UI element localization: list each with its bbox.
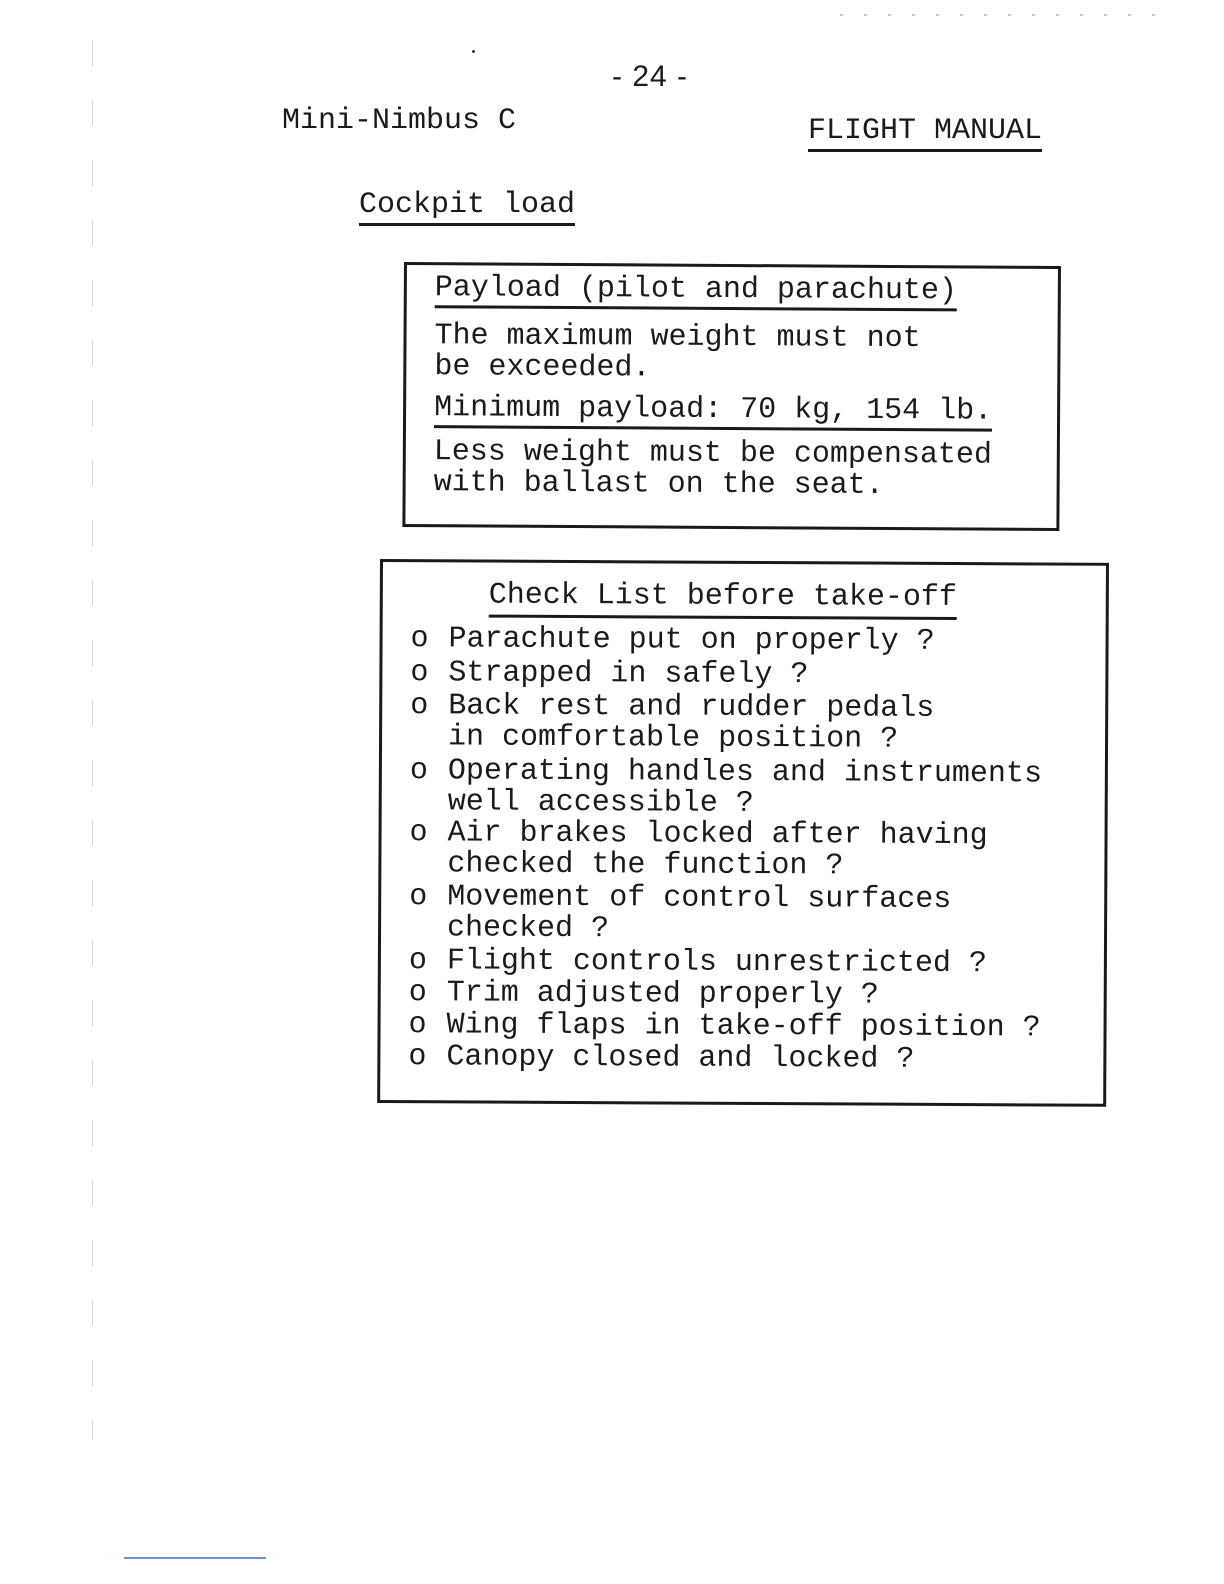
bullet-icon: o [408, 944, 427, 979]
checklist-item-text: Air brakes locked after having checked the function ? [447, 816, 988, 884]
section-title: Cockpit load [359, 188, 575, 226]
payload-text-line: The maximum weight must not [434, 319, 921, 357]
bullet-icon: o [409, 880, 428, 915]
payload-text-line: be exceeded. [434, 350, 651, 386]
page-number: - 24 - [612, 60, 689, 93]
minimum-payload: Minimum payload: 70 kg, 154 lb. [434, 393, 992, 431]
checklist-item-text: Strapped in safely ? [448, 656, 809, 693]
checklist-item-text: Operating handles and instruments well accessible ? [447, 754, 1043, 821]
bullet-icon: o [410, 656, 429, 691]
bullet-icon: o [409, 816, 428, 851]
payload-text-line: Less weight must be compensated [433, 435, 993, 473]
payload-text-line: with ballast on the seat. [433, 466, 884, 503]
bullet-icon: o [409, 754, 428, 789]
checklist-title: Check List before take-off [489, 579, 957, 620]
scan-noise-top [840, 14, 1160, 16]
checklist-item-text: Back rest and rudder pedals in comfortable position ? [447, 689, 935, 757]
document-type: FLIGHT MANUAL [808, 114, 1042, 152]
payload-heading: Payload (pilot and parachute) [435, 273, 957, 311]
aircraft-model: Mini-Nimbus C [282, 104, 517, 138]
checklist-item-text: Canopy closed and locked ? [446, 1040, 915, 1077]
checklist-item-text: Trim adjusted properly ? [446, 976, 879, 1013]
payload-box [402, 262, 1061, 531]
checklist-item-text: Wing flaps in take-off position ? [446, 1008, 1041, 1046]
bullet-icon: o [408, 976, 427, 1011]
scan-edge-mark [92, 40, 93, 1440]
scan-blue-line [124, 1557, 266, 1559]
bullet-icon: o [408, 1040, 427, 1075]
bullet-icon: o [410, 622, 429, 657]
checklist-item-text: Flight controls unrestricted ? [446, 944, 988, 982]
bullet-icon: o [408, 1008, 427, 1043]
bullet-icon: o [410, 689, 429, 724]
checklist-item-text: Movement of control surfaces checked ? [446, 880, 952, 947]
checklist-box [377, 559, 1109, 1107]
scan-speck [472, 50, 475, 53]
checklist-item-text: Parachute put on properly ? [448, 622, 935, 659]
